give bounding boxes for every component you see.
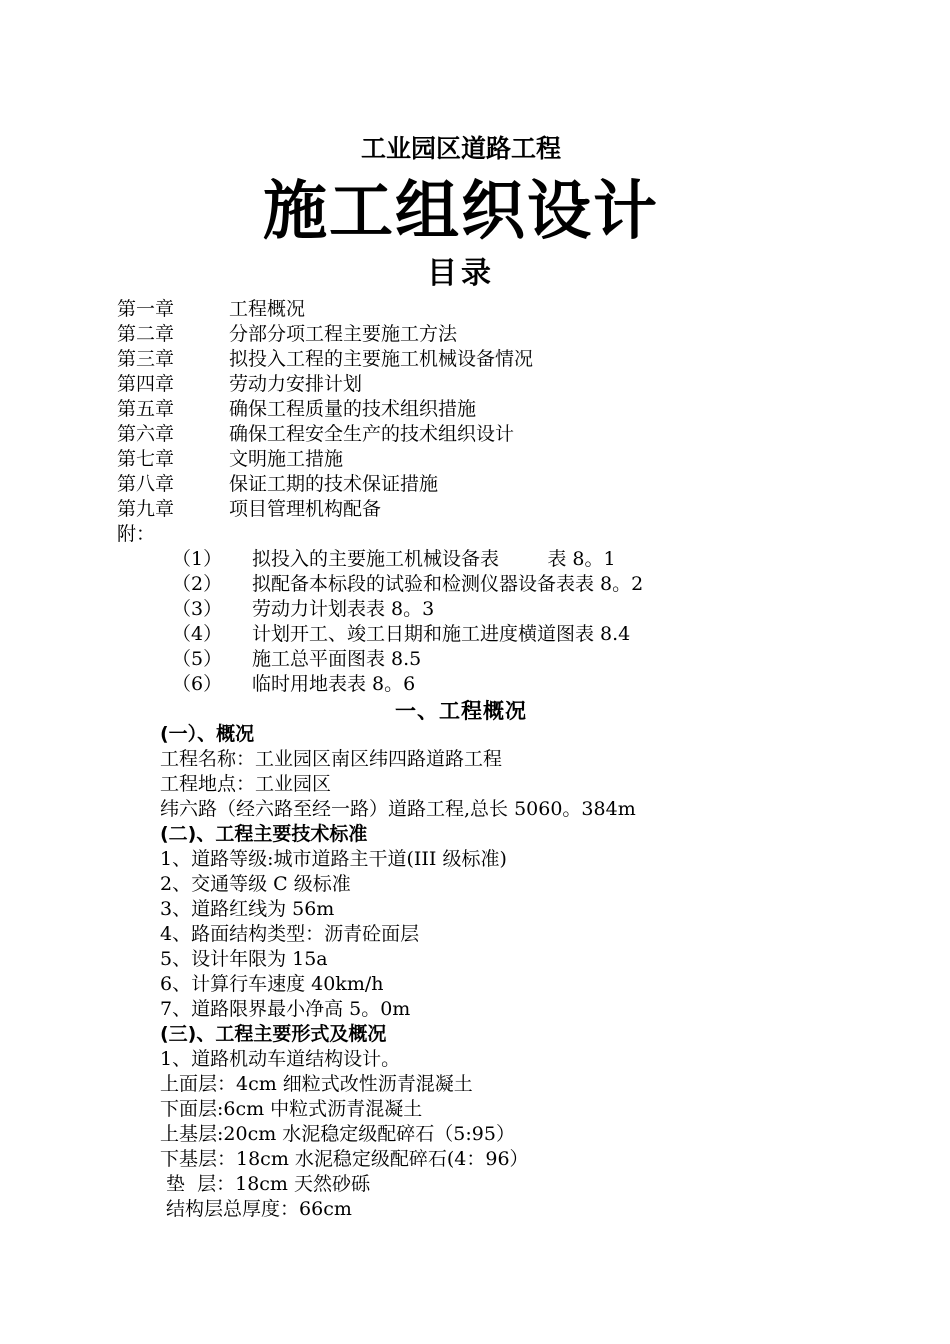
toc-chapter-title: 保证工期的技术保证措施 xyxy=(229,473,439,495)
body-line: 上面层：4cm 细粒式改性沥青混凝土 xyxy=(160,1073,473,1095)
body-line: 1、道路等级:城市道路主干道(III 级标准) xyxy=(160,848,507,870)
toc-chapter-number: 第七章 xyxy=(117,448,175,470)
toc-chapter-number: 第八章 xyxy=(117,473,175,495)
toc-heading: 目录 xyxy=(427,256,495,291)
toc-item xyxy=(117,497,817,522)
toc-chapter-title: 确保工程质量的技术组织措施 xyxy=(229,398,477,420)
toc-chapter-number: 第五章 xyxy=(117,398,175,420)
toc-chapter-title: 文明施工措施 xyxy=(229,448,344,470)
body-line: 6、计算行车速度 40km/h xyxy=(160,973,384,995)
body-line: 上基层:20cm 水泥稳定级配碎石（5:95） xyxy=(160,1123,515,1145)
section-heading: 一、工程概况 xyxy=(395,699,527,723)
toc-chapter-title: 工程概况 xyxy=(229,298,306,320)
appendix-item xyxy=(172,547,812,572)
toc-chapter-title: 拟投入工程的主要施工机械设备情况 xyxy=(229,348,534,370)
toc-chapter-title: 项目管理机构配备 xyxy=(229,498,382,520)
appendix-number: （6） xyxy=(172,673,223,695)
toc-chapter-number: 第九章 xyxy=(117,498,175,520)
appendix-number: （1） xyxy=(172,548,223,570)
appendix-title: 劳动力计划表表 8。3 xyxy=(252,598,435,620)
toc-chapter-title: 确保工程安全生产的技术组织设计 xyxy=(229,423,515,445)
appendix-number: （3） xyxy=(172,598,223,620)
toc-item xyxy=(117,422,817,447)
toc-item xyxy=(117,297,817,322)
toc-chapter-number: 第六章 xyxy=(117,423,175,445)
appendix-item xyxy=(172,597,812,622)
toc-chapter-number: 第三章 xyxy=(117,348,175,370)
appendix-number: （2） xyxy=(172,573,223,595)
body-line: 3、道路红线为 56m xyxy=(160,898,335,920)
toc-item xyxy=(117,347,817,372)
appendix-title: 施工总平面图表 8.5 xyxy=(252,648,422,670)
toc-item xyxy=(117,472,817,497)
appendix-number: （5） xyxy=(172,648,223,670)
toc-item xyxy=(117,372,817,397)
body-line: 4、路面结构类型：沥青砼面层 xyxy=(160,923,420,945)
appendix-item xyxy=(172,622,812,647)
subsection-heading: (二)、工程主要技术标准 xyxy=(160,823,368,845)
appendix-title: 计划开工、竣工日期和施工进度横道图表 8.4 xyxy=(252,623,631,645)
toc-item xyxy=(117,447,817,472)
body-line: 纬六路（经六路至经一路）道路工程,总长 5060。384m xyxy=(160,798,636,820)
body-line: 工程名称：工业园区南区纬四路道路工程 xyxy=(160,748,503,770)
toc-chapter-title: 分部分项工程主要施工方法 xyxy=(229,323,458,345)
appendix-title: 临时用地表表 8。6 xyxy=(252,673,416,695)
body-line: 1、道路机动车道结构设计。 xyxy=(160,1048,401,1070)
appendix-item xyxy=(172,572,812,597)
toc-chapter-number: 第一章 xyxy=(117,298,175,320)
appendix-number: （4） xyxy=(172,623,223,645)
appendix-label: 附： xyxy=(117,523,156,545)
appendix-title: 拟投入的主要施工机械设备表 表 8。1 xyxy=(252,548,616,570)
document-title: 施工组织设计 xyxy=(263,175,659,249)
toc-chapter-number: 第二章 xyxy=(117,323,175,345)
subsection-heading: (三)、工程主要形式及概况 xyxy=(160,1023,387,1045)
body-line: 下面层:6cm 中粒式沥青混凝土 xyxy=(160,1098,423,1120)
toc-chapter-title: 劳动力安排计划 xyxy=(229,373,363,395)
appendix-item xyxy=(172,647,812,672)
subsection-heading: (一）、概况 xyxy=(160,723,255,745)
body-line: 2、交通等级 C 级标准 xyxy=(160,873,351,895)
body-line: 垫 层：18cm 天然砂砾 xyxy=(160,1173,370,1195)
body-line: 7、道路限界最小净高 5。0m xyxy=(160,998,411,1020)
body-line: 下基层：18cm 水泥稳定级配碎石(4：96） xyxy=(160,1148,529,1170)
body-line: 5、设计年限为 15a xyxy=(160,948,328,970)
appendix-title: 拟配备本标段的试验和检测仪器设备表表 8。2 xyxy=(252,573,644,595)
toc-item xyxy=(117,397,817,422)
toc-chapter-number: 第四章 xyxy=(117,373,175,395)
body-line: 结构层总厚度：66cm xyxy=(160,1198,352,1220)
body-line: 工程地点：工业园区 xyxy=(160,773,332,795)
appendix-item xyxy=(172,672,812,697)
document-subtitle: 工业园区道路工程 xyxy=(360,134,561,163)
toc-item xyxy=(117,322,817,347)
